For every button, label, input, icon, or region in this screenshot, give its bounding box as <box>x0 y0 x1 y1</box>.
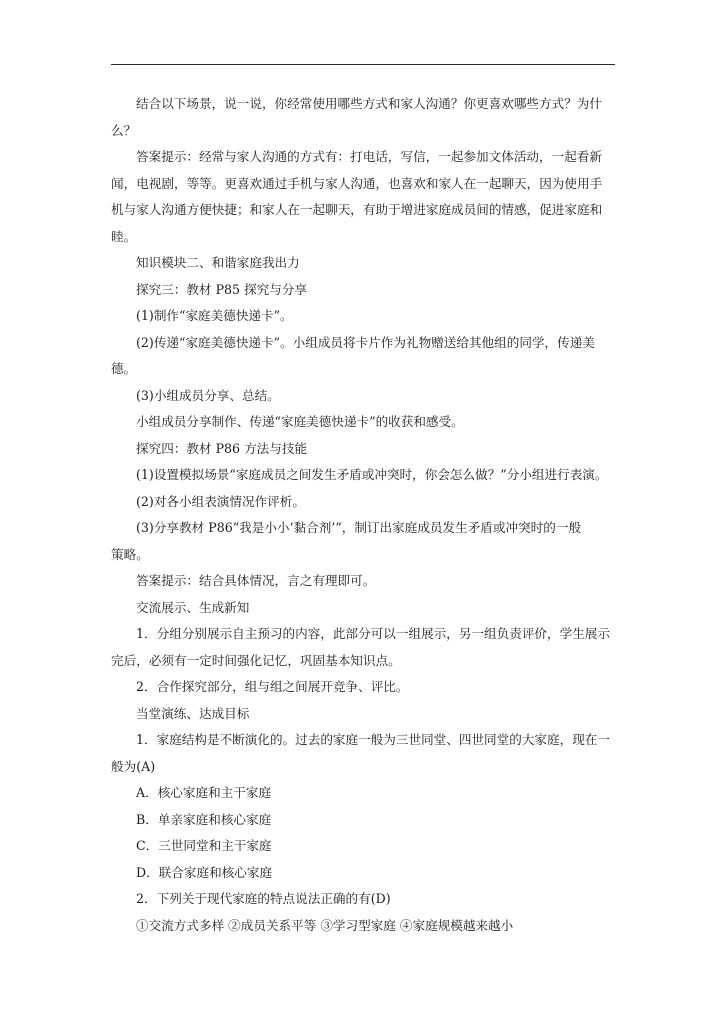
text-line: 1．分组分别展示自主预习的内容，此部分可以一组展示，另一组负责评价，学生展示 <box>136 626 610 641</box>
text-line: D．联合家庭和核心家庭 <box>136 864 273 880</box>
text-line: 交流展示、生成新知 <box>136 599 250 615</box>
text-line: (2)对各小组表演情况作评析。 <box>136 493 305 509</box>
text-line: 探究三：教材 P85 探究与分享 <box>136 281 308 297</box>
text-line: 答案提示：经常与家人沟通的方式有：打电话，写信，一起参加文体活动，一起看新 <box>136 149 602 164</box>
text-line: A．核心家庭和主干家庭 <box>136 785 272 800</box>
text-line: 小组成员分享制作、传递“家庭美德快递卡”的收获和感受。 <box>136 414 464 429</box>
text-line: 闻，电视剧，等等。更喜欢通过手机与家人沟通，也喜欢和家人在一起聊天，因为使用手 <box>111 175 603 191</box>
text-line: 策略。 <box>111 546 149 562</box>
text-line: (3)分享教材 P86“我是小小‘黏合剂’”，制订出家庭成员发生矛盾或冲突时的一般 <box>136 520 582 535</box>
header-rule <box>111 64 615 65</box>
text-line: 么？ <box>111 122 137 138</box>
document-body <box>111 91 615 939</box>
text-line: 德。 <box>111 361 137 376</box>
text-line: 结合以下场景，说一说，你经常使用哪些方式和家人沟通？你更喜欢哪些方式？为什 <box>136 96 602 111</box>
text-line: 答案提示：结合具体情况，言之有理即可。 <box>136 573 376 588</box>
text-line: 睦。 <box>111 228 137 244</box>
text-line: (3)小组成员分享、总结。 <box>136 387 280 403</box>
text-line: 探究四：教材 P86 方法与技能 <box>136 440 308 456</box>
text-line: (1)设置模拟场景“家庭成员之间发生矛盾或冲突时，你会怎么做？”分小组进行表演。 <box>136 467 608 482</box>
text-line: 1．家庭结构是不断演化的。过去的家庭一般为三世同堂、四世同堂的大家庭，现在一 <box>136 732 610 747</box>
text-line: (2)传递“家庭美德快递卡”。小组成员将卡片作为礼物赠送给其他组的同学，传递美 <box>136 334 595 350</box>
text-line: ①交流方式多样 ②成员关系平等 ③学习型家庭 ④家庭规模越来越小 <box>136 917 514 933</box>
text-line: (1)制作“家庭美德快递卡”。 <box>136 308 293 323</box>
text-line: 完后，必须有一定时间强化记忆，巩固基本知识点。 <box>111 652 401 668</box>
text-line: 般为(A) <box>111 758 156 774</box>
text-line: 2．合作探究部分，组与组之间展开竞争、评比。 <box>136 679 409 694</box>
text-line: 知识模块二、和谐家庭我出力 <box>136 255 300 270</box>
text-line: 机与家人沟通方便快捷；和家人在一起聊天，有助于增进家庭成员间的情感，促进家庭和 <box>111 202 603 217</box>
text-line: B．单亲家庭和核心家庭 <box>136 811 272 827</box>
text-line: 当堂演练、达成目标 <box>136 705 250 721</box>
text-line: C．三世同堂和主干家庭 <box>136 838 272 853</box>
text-line: 2．下列关于现代家庭的特点说法正确的有(D) <box>136 891 391 906</box>
